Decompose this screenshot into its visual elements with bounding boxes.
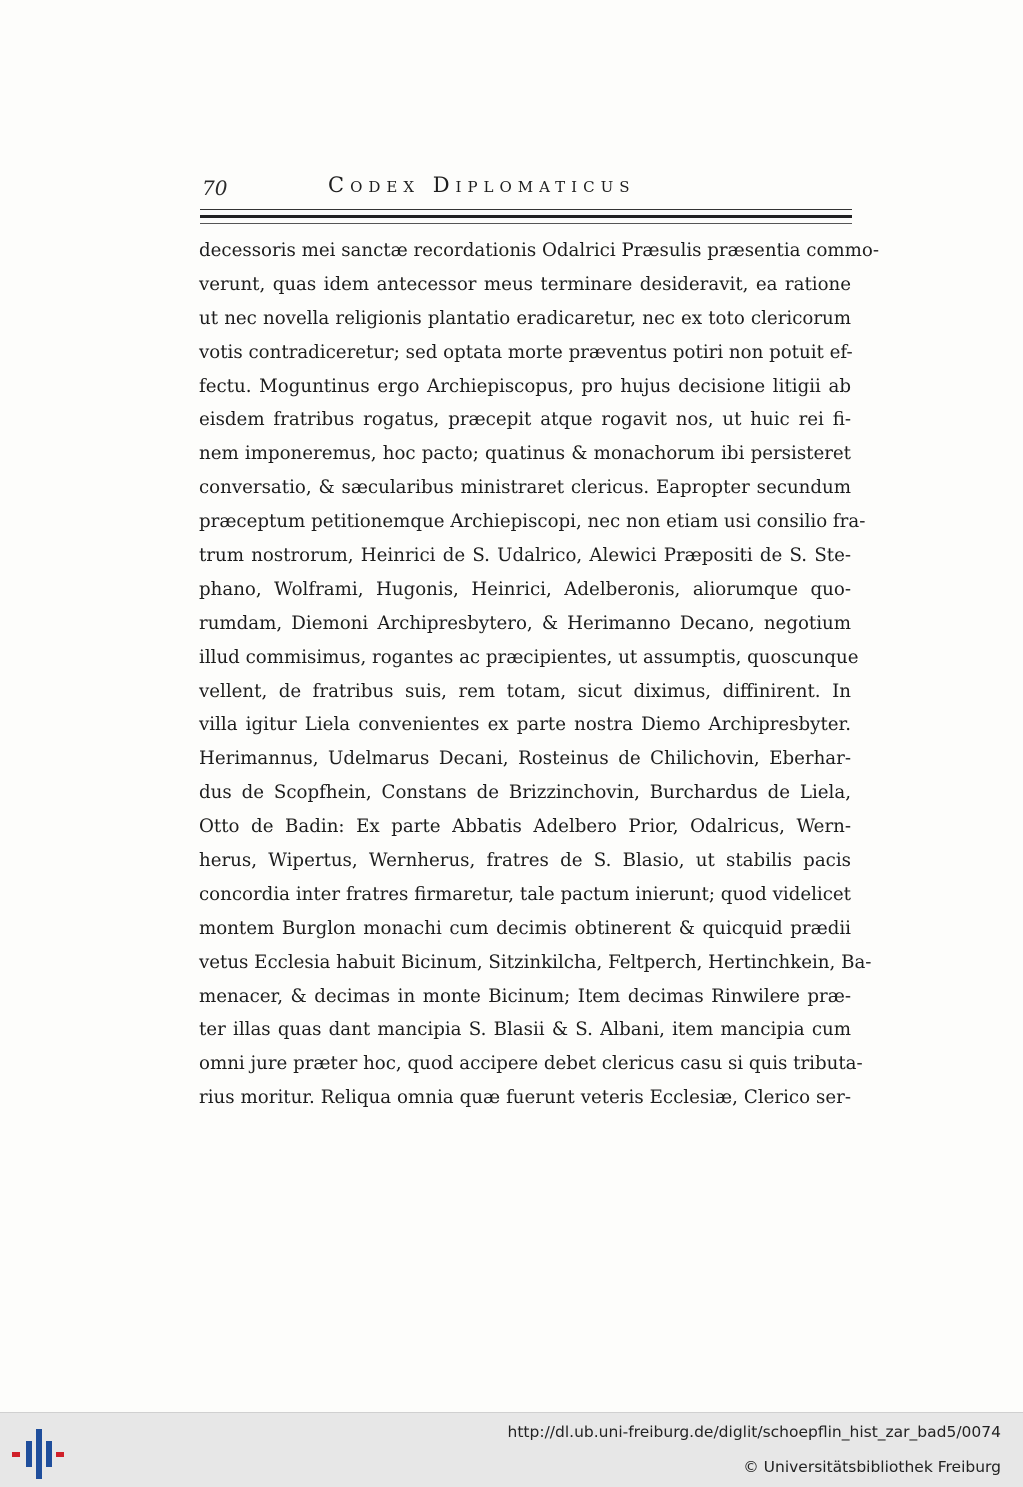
text-line: concordia inter fratres firmaretur, tale pactum inierunt; quod videlicet	[199, 883, 851, 905]
text-line: vetus Ecclesia habuit Bicinum, Sitzinkilcha, Feltperch, Hertinchkein, Ba-	[199, 951, 872, 973]
text-line: rius moritur. Reliqua omnia quæ fuerunt veteris Ecclesiæ, Clerico ser-	[199, 1087, 851, 1109]
text-line: nem imponeremus, hoc pacto; quatinus & monachorum ibi persisteret	[199, 443, 851, 465]
text-line: omni jure præter hoc, quod accipere debet clericus casu si quis tributa-	[199, 1053, 863, 1075]
footer-bar	[0, 1412, 1023, 1487]
text-line: trum nostrorum, Heinrici de S. Udalrico, Alewici Præpositi de S. Ste-	[199, 545, 851, 567]
footer-copyright: © Universitätsbibliothek Freiburg	[743, 1458, 1001, 1476]
text-line: vellent, de fratribus suis, rem totam, sicut diximus, diffinirent. In	[199, 680, 851, 702]
text-line: herus, Wipertus, Wernherus, fratres de S. Blasio, ut stabilis pacis	[199, 850, 851, 872]
footer-url-link[interactable]: http://dl.ub.uni-freiburg.de/diglit/schoepflin_hist_zar_bad5/0074	[507, 1423, 1001, 1441]
text-line: Herimannus, Udelmarus Decani, Rosteinus de Chilichovin, Eberhar-	[199, 748, 851, 770]
running-title: Codex Diplomaticus	[328, 173, 636, 197]
page-header	[200, 170, 855, 204]
text-line: verunt, quas idem antecessor meus terminare desideravit, ea ratione	[199, 273, 851, 295]
text-line: votis contradiceretur; sed optata morte præventus potiri non potuit ef-	[199, 341, 853, 363]
text-line: menacer, & decimas in monte Bicinum; Item decimas Rinwilere præ-	[199, 985, 851, 1007]
text-line: conversatio, & sæcularibus ministraret clericus. Eapropter secundum	[199, 477, 851, 499]
text-line: præceptum petitionemque Archiepiscopi, nec non etiam usi consilio fra-	[199, 511, 866, 533]
text-line: villa igitur Liela convenientes ex parte nostra Diemo Archipresbyter.	[199, 714, 851, 736]
text-line: rumdam, Diemoni Archipresbytero, & Herimanno Decano, negotium	[199, 612, 851, 634]
text-line: illud commisimus, rogantes ac præcipientes, ut assumptis, quoscunque	[199, 646, 859, 668]
text-line: eisdem fratribus rogatus, præcepit atque rogavit nos, ut huic rei fi-	[199, 409, 851, 431]
text-line: ter illas quas dant mancipia S. Blasii & S. Albani, item mancipia cum	[199, 1019, 851, 1041]
text-line: decessoris mei sanctæ recordationis Odalrici Præsulis præsentia commo-	[199, 240, 880, 261]
text-line: fectu. Moguntinus ergo Archiepiscopus, pro hujus decisione litigii ab	[199, 375, 851, 397]
header-rule-thin	[200, 209, 852, 210]
header-rule-thick	[200, 215, 852, 218]
body-text	[199, 234, 880, 1115]
text-line: montem Burglon monachi cum decimis obtinerent & quicquid prædii	[199, 917, 851, 939]
header-rule-bottom	[200, 223, 852, 224]
text-line: dus de Scopfhein, Constans de Brizzinchovin, Burchardus de Liela,	[199, 782, 851, 804]
text-line: Otto de Badin: Ex parte Abbatis Adelbero Prior, Odalricus, Wern-	[199, 816, 851, 838]
ub-freiburg-logo-icon[interactable]	[12, 1427, 66, 1479]
text-line: ut nec novella religionis plantatio eradicaretur, nec ex toto clericorum	[199, 307, 851, 329]
text-line: phano, Wolframi, Hugonis, Heinrici, Adelberonis, aliorumque quo-	[199, 578, 851, 600]
page-number: 70	[202, 176, 228, 200]
